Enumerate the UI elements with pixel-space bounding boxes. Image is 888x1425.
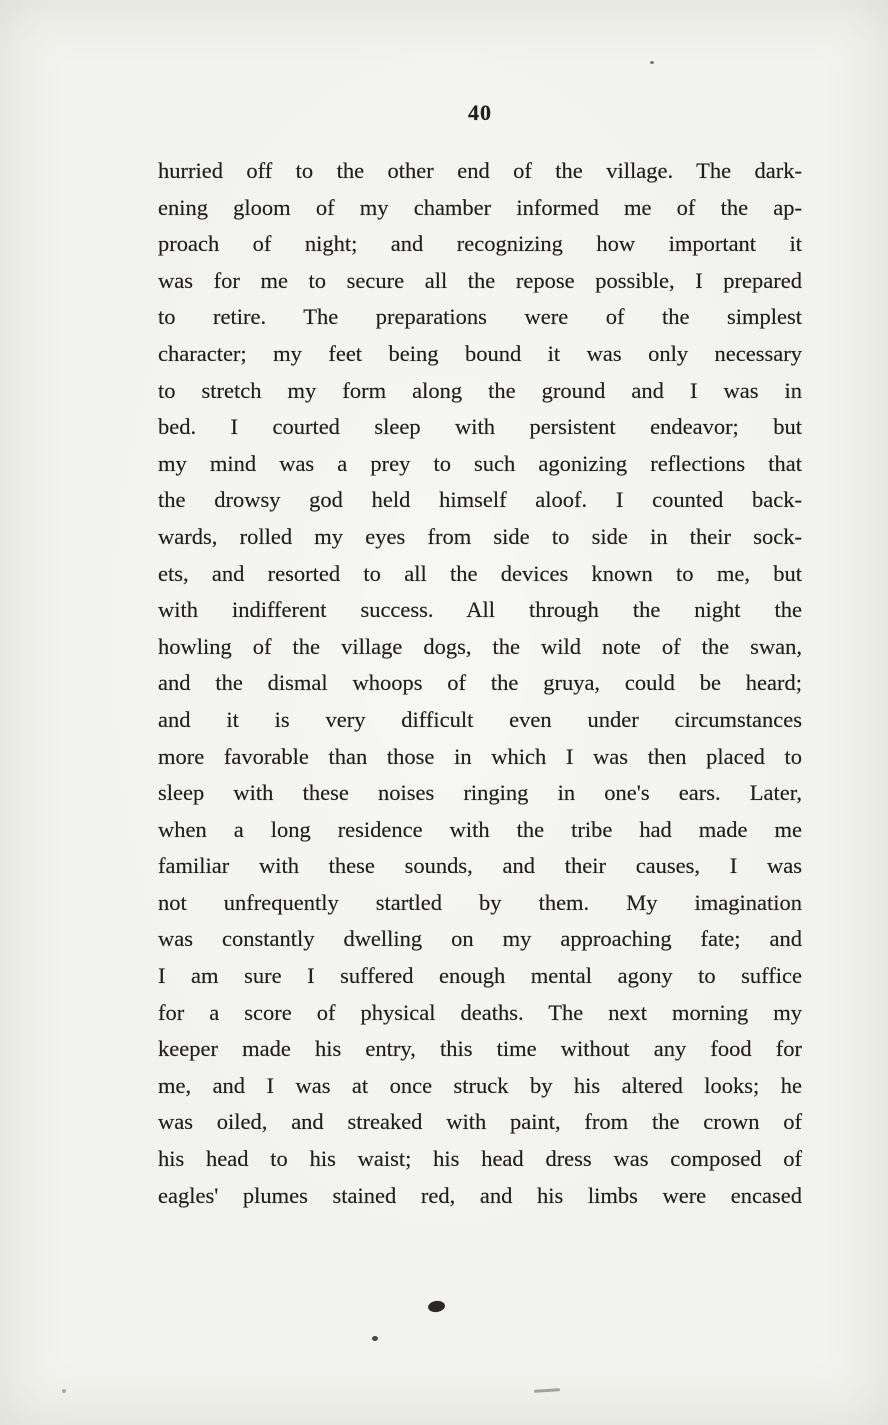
text-line: not unfrequently startled by them. My imagination — [158, 889, 802, 915]
text-line: and it is very difficult even under circumstances — [158, 706, 802, 732]
text-line: howling of the village dogs, the wild note of the swan, — [158, 633, 802, 659]
text-line: ening gloom of my chamber informed me of the ap- — [158, 194, 802, 220]
text-line: more favorable than those in which I was then placed to — [158, 743, 802, 769]
text-line: eagles' plumes stained red, and his limbs were encased — [158, 1182, 802, 1208]
text-line: proach of night; and recognizing how important it — [158, 231, 802, 257]
scan-artifact-dot — [62, 1389, 66, 1393]
text-line: keeper made his entry, this time without any food for — [158, 1036, 802, 1062]
text-line: wards, rolled my eyes from side to side in their sock- — [158, 523, 802, 549]
text-line: familiar with these sounds, and their causes, I was — [158, 853, 802, 879]
text-line: with indifferent success. All through the night the — [158, 597, 802, 623]
body-text — [158, 153, 802, 1214]
text-line: hurried off to the other end of the village. The dark- — [158, 158, 802, 183]
scan-artifact-mark — [534, 1388, 560, 1393]
text-line: was oiled, and streaked with paint, from the crown of — [158, 1109, 802, 1135]
text-line: the drowsy god held himself aloof. I counted back- — [158, 487, 802, 513]
ink-speck — [372, 1336, 378, 1341]
text-line: to retire. The preparations were of the simplest — [158, 304, 802, 330]
text-line: to stretch my form along the ground and I was in — [158, 377, 802, 403]
text-line: was constantly dwelling on my approaching fate; and — [158, 926, 802, 952]
text-line: I am sure I suffered enough mental agony to suffice — [158, 963, 802, 989]
text-line: character; my feet being bound it was only necessary — [158, 340, 802, 366]
text-line: bed. I courted sleep with persistent endeavor; but — [158, 414, 802, 440]
text-line: me, and I was at once struck by his altered looks; he — [158, 1072, 802, 1098]
page-number: 40 — [468, 100, 492, 125]
text-line: when a long residence with the tribe had made me — [158, 816, 802, 842]
text-line: was for me to secure all the repose possible, I prepared — [158, 267, 802, 293]
text-line: and the dismal whoops of the gruya, could be heard; — [158, 670, 802, 696]
text-line: for a score of physical deaths. The next morning my — [158, 999, 802, 1025]
ink-blot — [427, 1300, 445, 1313]
text-line: his head to his waist; his head dress was composed of — [158, 1146, 802, 1172]
text-line: sleep with these noises ringing in one's ears. Later, — [158, 780, 802, 806]
text-line: ets, and resorted to all the devices known to me, but — [158, 560, 802, 586]
ink-speck — [650, 61, 654, 64]
text-line: my mind was a prey to such agonizing reflections that — [158, 450, 802, 476]
